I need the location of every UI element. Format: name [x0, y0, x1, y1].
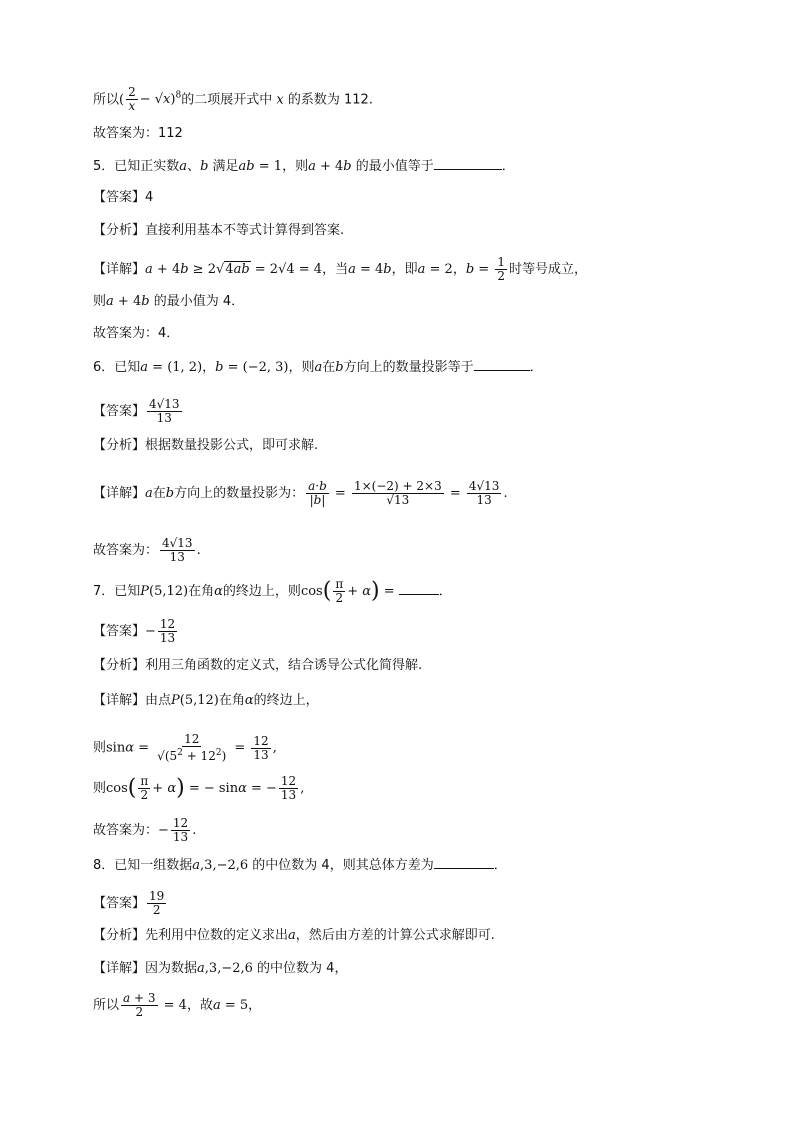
text: 的最小值等于: [355, 159, 434, 174]
answer-5: 【答案】4: [93, 190, 154, 205]
text: 在: [152, 486, 166, 501]
text: 故答案为：: [93, 543, 159, 558]
text: 在角: [188, 584, 215, 599]
detail-7: 【详解】由点P(5,12)在角α的终边上，: [93, 693, 319, 708]
text: ，则: [288, 360, 315, 375]
text: ．: [438, 584, 452, 599]
answer-7: 【答案】− $\frac{12}{13}$: [93, 617, 176, 645]
line-binomial-result: 所以( $\frac{2}{x}$ − √x)$^8$的二项展开式中 x 的系数为 112.: [93, 85, 373, 114]
text: 【详解】: [93, 486, 146, 501]
text: 则: [93, 740, 107, 756]
answer-line-4: 故答案为：112: [93, 126, 183, 141]
analysis-7: 【分析】利用三角函数的定义式，结合诱导公式化简得解.: [93, 658, 423, 673]
text: 在: [322, 360, 336, 375]
analysis-6: 【分析】根据数量投影公式，即可求解.: [93, 438, 319, 453]
text: 、: [187, 159, 201, 174]
text: ，即: [391, 262, 418, 277]
result-7: 故答案为：− $\frac{12}{13}$ .: [93, 816, 197, 844]
text: 【详解】: [93, 262, 146, 277]
detail-5-min: 则a + 4b 的最小值为 4．: [93, 294, 245, 309]
text: 时等号成立，: [508, 262, 587, 277]
text: 所以: [93, 998, 120, 1013]
text: ，: [202, 360, 216, 375]
text: 则: [93, 294, 107, 309]
text: ，然后由方差的计算公式求解即可.: [295, 928, 495, 943]
text: ．: [493, 858, 507, 873]
text: 由点: [145, 693, 172, 708]
text: 6．已知: [93, 360, 141, 375]
result-5: 故答案为：4．: [93, 326, 180, 341]
text: 8．已知一组数据: [93, 858, 193, 873]
text: ，: [248, 998, 262, 1013]
text: ，则: [282, 159, 309, 174]
text: 在角: [218, 693, 245, 708]
question-7: 7．已知P(5,12)在角α的终边上，则cos( $\frac{\pi}{2}$ + α) = ．: [93, 577, 452, 605]
detail-7-sin: 则sinα = $\frac{12}{√(5^2 + 12^2)}$ = $\frac{12}{13}$ ,: [93, 732, 277, 763]
text: 【答案】: [93, 404, 146, 419]
text: 7．已知: [93, 584, 141, 599]
text: 的二项展开式中: [181, 92, 273, 108]
text: ，故: [186, 998, 213, 1013]
text: 的最小值为 4．: [153, 294, 245, 309]
text: ，当: [322, 262, 349, 277]
answer-8: 【答案】 $\frac{19}{2}$: [93, 889, 165, 917]
text: 【答案】: [93, 624, 146, 639]
detail-5: 【详解】a + 4b ≥ 2√4ab = 2√4 = 4，当a = 4b，即a = 2，b = $\frac{1}{2}$ 时等号成立，: [93, 255, 587, 283]
text: 满足: [212, 159, 239, 174]
text: 方向上的数量投影为：: [174, 486, 305, 501]
text: 因为数据: [145, 961, 198, 976]
text: 方向上的数量投影等于: [343, 360, 474, 375]
text: 5．已知正实数: [93, 159, 180, 174]
question-8: 8．已知一组数据a,3,−2,6 的中位数为 4，则其总体方差为 ．: [93, 858, 507, 873]
text: 的终边上，则: [222, 584, 301, 599]
result-6: 故答案为： $\frac{4√13}{13}$ .: [93, 536, 201, 564]
text: ．: [529, 360, 543, 375]
analysis-5: 【分析】直接利用基本不等式计算得到答案.: [93, 223, 345, 238]
text: 的系数为 112.: [287, 92, 373, 108]
text: ．: [501, 159, 515, 174]
text: 【答案】: [93, 896, 146, 911]
text: 的中位数为 4，: [257, 961, 348, 976]
question-6: 6．已知a = (1, 2)，b = (−2, 3)，则a在b方向上的数量投影等于 ．: [93, 360, 543, 375]
text: 的中位数为 4，则其总体方差为: [252, 858, 434, 873]
detail-8-median: 所以 $\frac{a + 3}{2}$ = 4，故a = 5，: [93, 991, 262, 1019]
question-5: 5．已知正实数a、b 满足ab = 1，则a + 4b 的最小值等于 ．: [93, 159, 515, 174]
detail-6: 【详解】a在b方向上的数量投影为： $\frac{a\cdot b}{|b|}$ = $\frac{1\times(-2) + 2\times 3}{√13}$ = $\frac{4√13}{13}$ .: [93, 479, 508, 507]
text: ，: [452, 262, 466, 277]
answer-6: 【答案】 $\frac{4√13}{13}$: [93, 397, 180, 425]
answer-blank: [399, 582, 439, 595]
answer-blank: [474, 358, 530, 371]
text: 【详解】: [93, 961, 146, 976]
text: 的终边上，: [253, 693, 319, 708]
analysis-8: 【分析】先利用中位数的定义求出a，然后由方差的计算公式求解即可.: [93, 928, 495, 943]
text: 所以: [93, 92, 120, 108]
answer-blank: [434, 856, 494, 869]
text: 【详解】: [93, 693, 146, 708]
detail-8: 【详解】因为数据a,3,−2,6 的中位数为 4，: [93, 961, 348, 976]
text: 【分析】先利用中位数的定义求出: [93, 928, 289, 943]
answer-blank: [434, 157, 502, 170]
text: 故答案为：: [93, 823, 159, 838]
text: 则: [93, 781, 107, 796]
detail-7-cos: 则cos( $\frac{\pi}{2}$ + α) = − sinα = − $\frac{12}{13}$ ,: [93, 774, 305, 802]
